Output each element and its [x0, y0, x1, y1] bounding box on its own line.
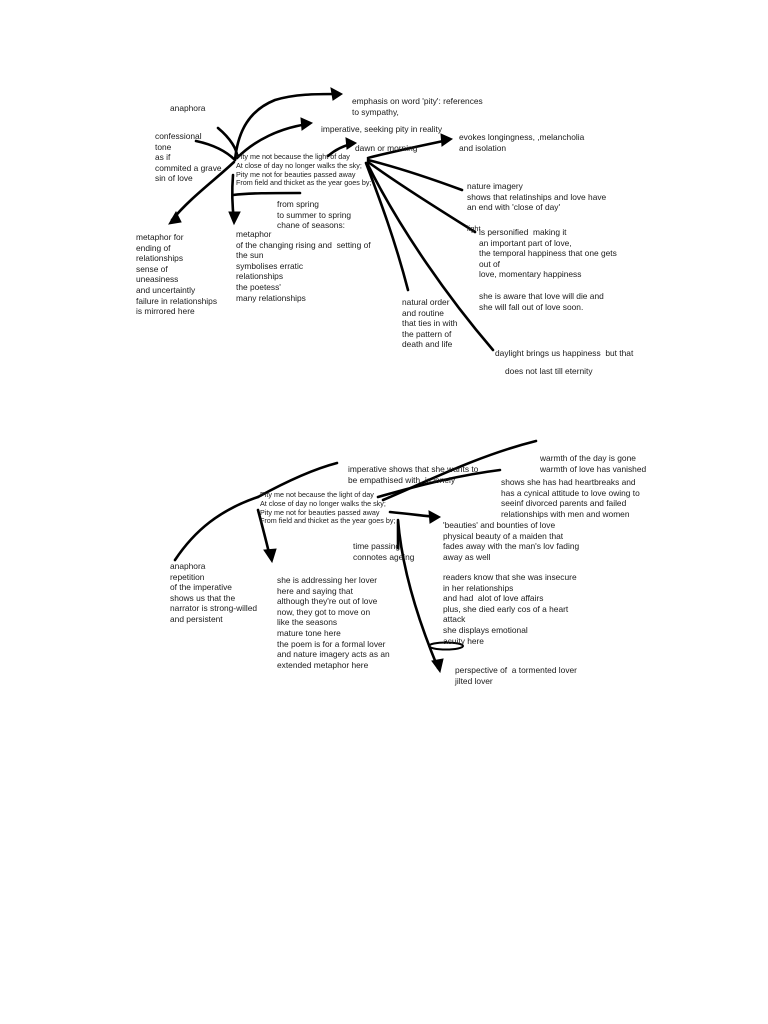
label-from-spring: from spring to summer to spring chane of seasons:: [277, 199, 352, 231]
poem-line: Pity me not for beauties passed away: [236, 169, 356, 179]
label-warmth: warmth of the day is gone warmth of love has vanished: [540, 453, 647, 474]
arrowhead: [264, 549, 276, 562]
label-addressing-lover: she is addressing her lover here and saying that although they're out of love now, they got to move on like the seasons mature tone here the poem is for a formal lover and nature imagery acts as an extended metaphor here: [277, 575, 390, 670]
poem-line: Pity me not because the light of day: [236, 152, 350, 161]
label-nature-imagery: nature imagery shows that relatinships and love have an end with 'close of day': [467, 181, 607, 213]
label-heartbreaks: shows she has had heartbreaks and has a cynical attitude to love owing to seeinf divorced parents and failed relationships with men and women: [501, 477, 640, 519]
poem-line: At close of day no longer walks the sky;: [260, 498, 386, 508]
poem-block-1: [236, 153, 371, 188]
arrowhead: [331, 88, 342, 100]
poem-line: From field and thicket as the year goes by;: [236, 178, 372, 188]
label-imperative-empathised: imperative shows that she wants to be empathised with, is lonely: [348, 464, 479, 485]
label-dawn: dawn or morning: [355, 143, 418, 153]
poem-line: From field and thicket as the year goes by;: [260, 516, 396, 526]
line-from-spring: [233, 193, 300, 195]
label-metaphor-ending: metaphor for ending of relationships sense of uneasiness and uncertaintly failure in relationships is mirrored here: [136, 232, 218, 317]
label-imperative-pity: imperative, seeking pity in reality: [321, 124, 443, 134]
label-anaphora: anaphora: [170, 103, 206, 113]
label-metaphor-changing: metaphor of the changing rising and setting of the sun symbolises erratic relationships the poetess' many relationships: [236, 229, 371, 303]
label-light-personified: is personified making it an important part of love, the temporal happiness that one gets out of love, momentary happiness: [479, 227, 617, 280]
arrowhead: [441, 134, 452, 146]
label-beauties: 'beauties' and bounties of love physical beauty of a maiden that fades away with the man's lov fading away as well: [443, 520, 580, 562]
arrowhead: [301, 118, 312, 130]
line-to-nature: [368, 160, 462, 190]
label-does-not-last: does not last till eternity: [505, 366, 593, 376]
arrowhead: [429, 511, 440, 523]
label-love-will-die: she is aware that love will die and she will fall out of love soon.: [479, 291, 604, 312]
arrowhead: [169, 212, 181, 224]
label-daylight: daylight brings us happiness but that: [495, 348, 634, 358]
arrowhead: [432, 659, 443, 672]
label-perspective: perspective of a tormented lover jilted lover: [455, 665, 577, 686]
label-confessional: confessional tone as if commited a grave sin of love: [155, 131, 222, 184]
arrowhead: [229, 212, 240, 224]
poem-line: Pity me not for beauties passed away: [260, 507, 380, 517]
poem-block-2: [260, 491, 395, 526]
label-natural-order: natural order and routine that ties in with the pattern of death and life: [402, 297, 458, 350]
label-time-passing: time passing connotes ageing: [353, 541, 415, 562]
label-anaphora-repetition: anaphora repetition of the imperative shows us that the narrator is strong-willed and persistent: [170, 561, 258, 624]
label-emphasis-pity: emphasis on word 'pity': references to sympathy,: [352, 96, 483, 117]
poem-line: Pity me not because the light of day: [260, 490, 374, 499]
line-to-anaphora-2: [175, 497, 258, 560]
label-light-word: light: [467, 224, 481, 233]
label-evokes: evokes longingness, ,melancholia and isolation: [459, 132, 585, 153]
label-readers-know: readers know that she was insecure in her relationships and had alot of love affairs plus, she died early cos of a heart attack she displays emotional acuity here: [443, 572, 577, 646]
poem-line: At close of day no longer walks the sky;: [236, 160, 362, 170]
